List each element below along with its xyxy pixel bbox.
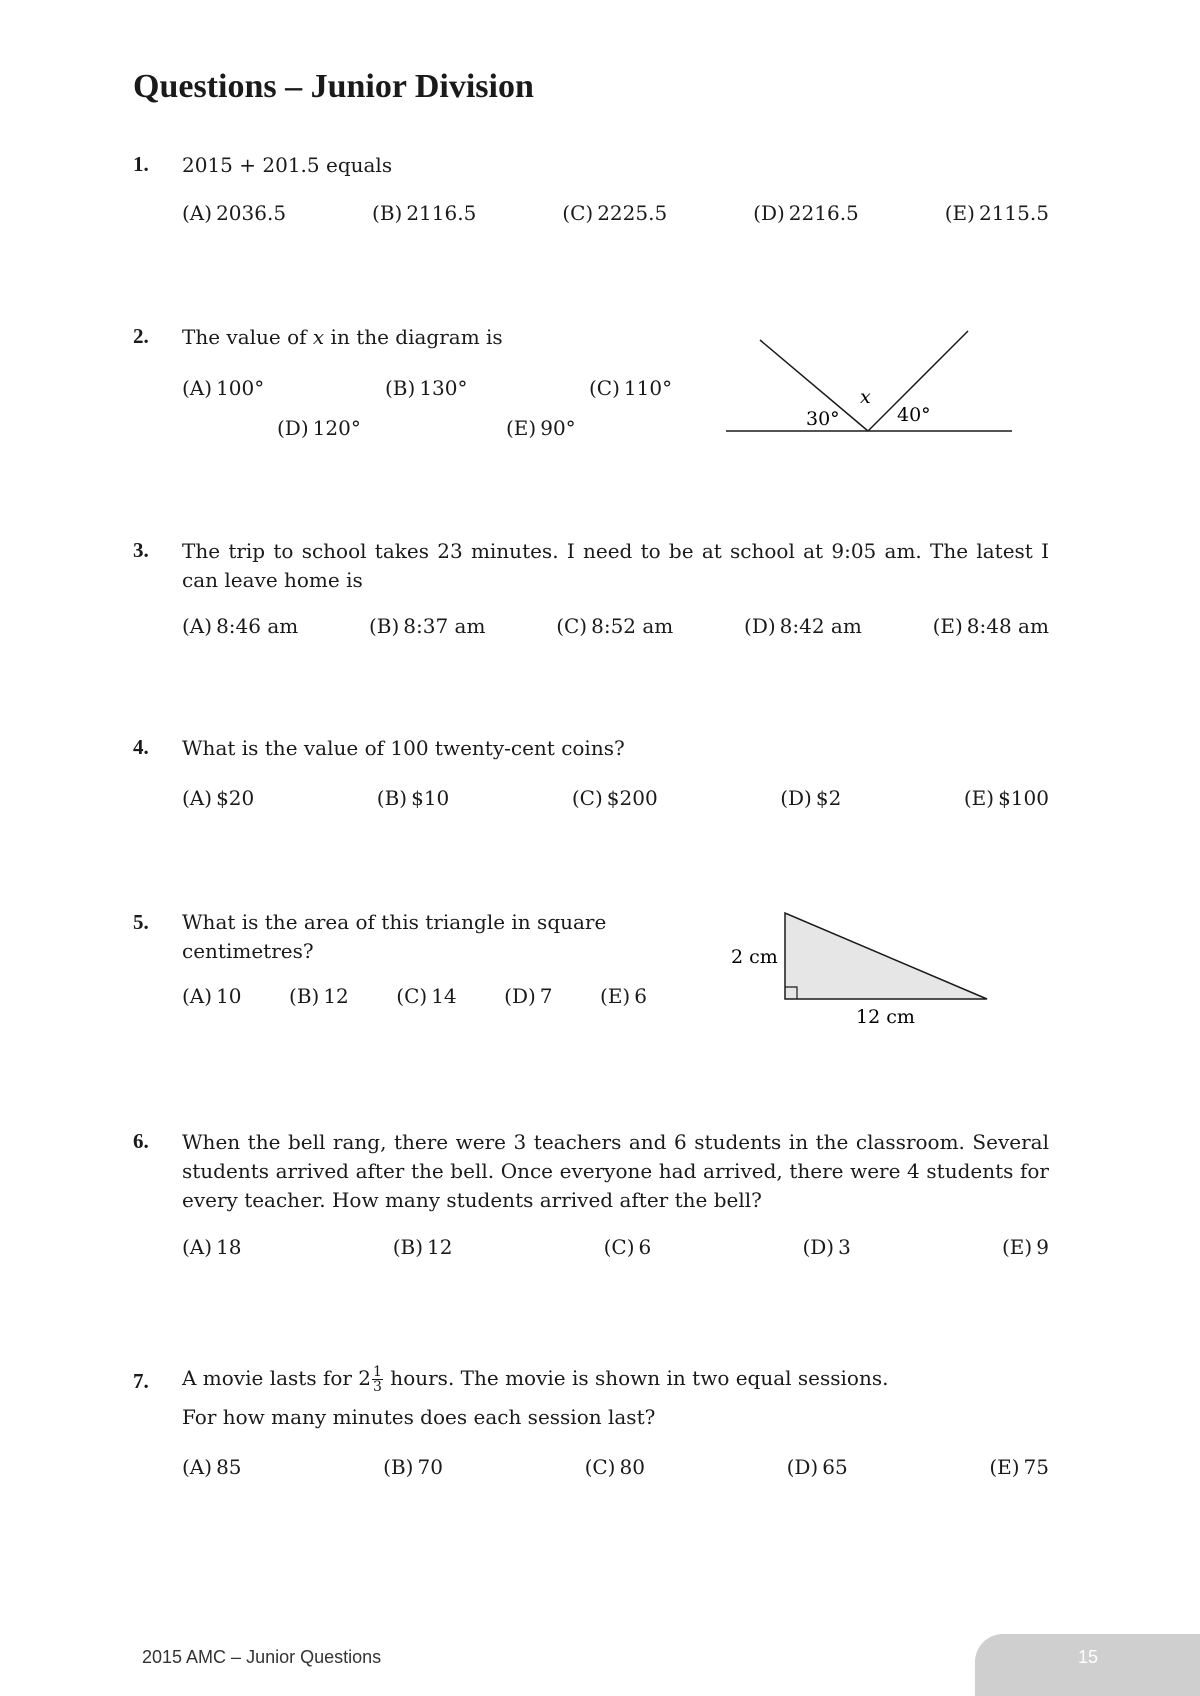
height-label: 2 cm: [731, 946, 778, 968]
option-d[interactable]: (D) 7: [504, 984, 553, 1008]
option-e[interactable]: (E) 75: [989, 1455, 1049, 1479]
option-a[interactable]: (A) 18: [182, 1235, 242, 1259]
option-a[interactable]: (A) 2036.5: [182, 201, 287, 225]
angle-diagram: [720, 325, 1020, 435]
option-e[interactable]: (E) 90°: [506, 416, 576, 440]
page-number: 15: [1078, 1647, 1099, 1667]
right-triangle: [785, 913, 987, 999]
question-6-options: [182, 1235, 1049, 1259]
option-d[interactable]: (D) 65: [786, 1455, 848, 1479]
option-c[interactable]: (C) 80: [584, 1455, 645, 1479]
option-c[interactable]: (C) 14: [396, 984, 457, 1008]
option-a[interactable]: (A) $20: [182, 786, 255, 810]
option-d[interactable]: (D) 3: [802, 1235, 851, 1259]
question-7-text-line2: For how many minutes does each session last?: [182, 1405, 656, 1429]
angle-label-x: x: [860, 386, 871, 408]
question-1-options: [182, 201, 1049, 225]
option-d[interactable]: (D) $2: [780, 786, 842, 810]
option-a[interactable]: (A) 8:46 am: [182, 614, 299, 638]
question-7-options: [182, 1455, 1049, 1479]
question-2-text: The value of x in the diagram is: [182, 325, 503, 349]
option-c[interactable]: (C) $200: [571, 786, 658, 810]
option-e[interactable]: (E) 8:48 am: [932, 614, 1049, 638]
option-c[interactable]: (C) 110°: [589, 376, 673, 400]
option-c[interactable]: (C) 8:52 am: [556, 614, 674, 638]
question-3-options: [182, 614, 1049, 638]
option-a[interactable]: (A) 100°: [182, 376, 265, 400]
question-4-options: [182, 786, 1049, 810]
option-d[interactable]: (D) 120°: [277, 416, 361, 440]
angle-label-40: 40°: [897, 404, 931, 426]
option-b[interactable]: (B) 70: [383, 1455, 443, 1479]
fraction-one-third: $\frac{1}{3}$: [373, 1364, 382, 1395]
triangle-diagram: [725, 905, 1000, 1030]
option-d[interactable]: (D) 2216.5: [753, 201, 859, 225]
question-3-text: The trip to school takes 23 minutes. I need to be at school at 9:05 am. The latest I can leave home is: [182, 539, 1049, 592]
question-1-number: 1.: [133, 152, 149, 176]
option-a[interactable]: (A) 85: [182, 1455, 242, 1479]
option-b[interactable]: (B) 12: [392, 1235, 453, 1259]
question-5-options: [182, 984, 647, 1008]
question-7-text: A movie lasts for 2 $\frac{1}{3}$ hours. The movie is shown in two equal sessions.: [182, 1364, 889, 1395]
question-4-number: 4.: [133, 735, 149, 759]
option-e[interactable]: (E) 9: [1002, 1235, 1049, 1259]
question-6-text: When the bell rang, there were 3 teachers and 6 students in the classroom. Several students arrived after the bell. Once everyone had arrived, there were 4 students for every teacher. How many students arrived after the bell?: [182, 1130, 1049, 1212]
page-title: Questions – Junior Division: [133, 68, 534, 105]
option-e[interactable]: (E) 6: [600, 984, 647, 1008]
footer-text: 2015 AMC – Junior Questions: [142, 1647, 382, 1667]
question-4-text: What is the value of 100 twenty-cent coins?: [182, 736, 625, 760]
question-7-number: 7.: [133, 1369, 149, 1393]
question-6-number: 6.: [133, 1129, 149, 1153]
option-b[interactable]: (B) 8:37 am: [368, 614, 486, 638]
option-e[interactable]: (E) $100: [963, 786, 1049, 810]
option-c[interactable]: (C) 2225.5: [562, 201, 668, 225]
angle-label-30: 30°: [806, 408, 840, 430]
question-5-number: 5.: [133, 910, 149, 934]
option-b[interactable]: (B) 2116.5: [372, 201, 477, 225]
option-e[interactable]: (E) 2115.5: [944, 201, 1049, 225]
option-b[interactable]: (B) 12: [289, 984, 349, 1008]
option-c[interactable]: (C) 6: [603, 1235, 652, 1259]
option-b[interactable]: (B) 130°: [385, 376, 468, 400]
option-d[interactable]: (D) 8:42 am: [744, 614, 862, 638]
option-a[interactable]: (A) 10: [182, 984, 242, 1008]
question-5-text: What is the area of this triangle in square centimetres?: [182, 910, 607, 963]
variable-x: x: [312, 325, 325, 349]
question-1-text: 2015 + 201.5 equals: [182, 153, 393, 177]
question-2-number: 2.: [133, 324, 149, 348]
base-label: 12 cm: [856, 1006, 915, 1028]
option-b[interactable]: (B) $10: [376, 786, 450, 810]
question-3-number: 3.: [133, 538, 149, 562]
